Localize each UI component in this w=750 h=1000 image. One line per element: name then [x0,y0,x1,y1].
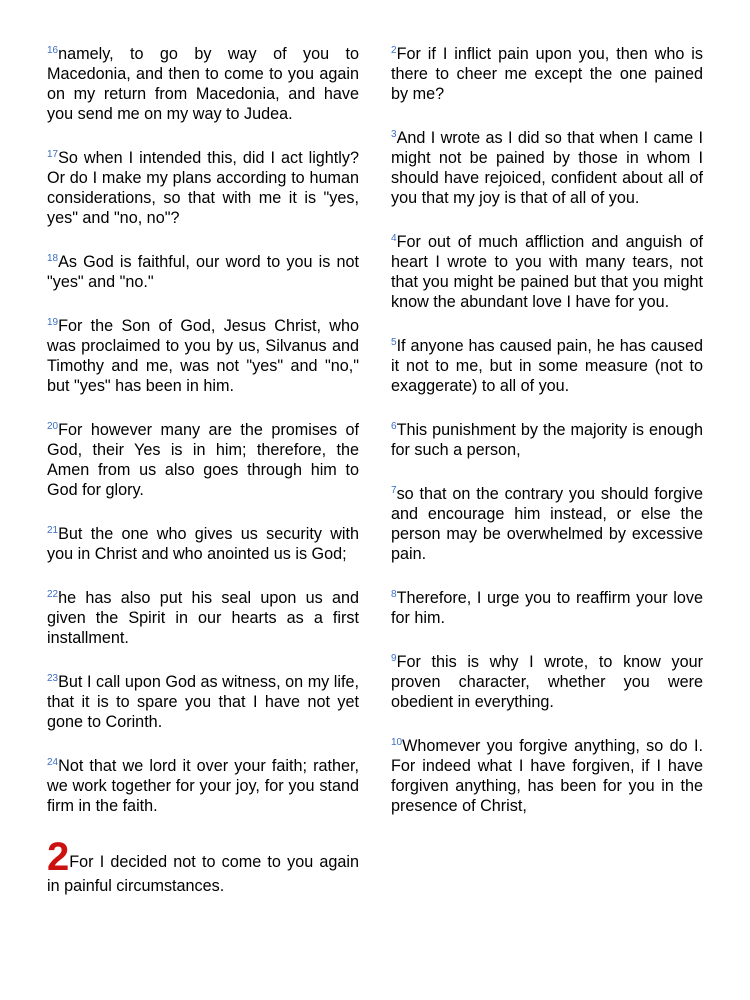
verse [47,44,359,124]
verse-number: 6 [391,421,397,432]
verse-text: For however many are the promises of God, their Yes is in him; therefore, the Amen from us also goes through him to God for glory. [47,421,359,499]
verse [47,148,359,228]
verse-text: For the Son of God, Jesus Christ, who was proclaimed to you by us, Silvanus and Timothy and me, was not "yes" and "no," but "yes" has been in him. [47,317,359,395]
verse [47,252,359,292]
verse-text: Whomever you forgive anything, so do I. For indeed what I have forgiven, if I have forgiven anything, has been for you in the presence of Christ, [391,737,703,815]
verse [47,588,359,648]
verse-number: 20 [47,421,59,432]
verse-text: For out of much affliction and anguish of heart I wrote to you with many tears, not that you might be pained but that you might know the abundant love I have for you. [391,233,703,311]
verse [47,672,359,732]
verse-text: If anyone has caused pain, he has caused it not to me, but in some measure (not to exaggerate) to all of you. [391,337,703,395]
chapter-text: For I decided not to come to you again in painful circumstances. [47,853,359,895]
verse [47,420,359,500]
right-column [391,44,703,840]
verse-text: Not that we lord it over your faith; rather, we work together for your joy, for you stand firm in the faith. [47,757,359,815]
verse-text: Therefore, I urge you to reaffirm your love for him. [391,589,703,627]
left-column [47,44,359,914]
verse-text: namely, to go by way of you to Macedonia, and then to come to you again on my return from Macedonia, and have you send me on my way to Judea. [47,45,359,123]
verse-number: 18 [47,253,59,264]
verse [391,588,703,628]
verse-text: This punishment by the majority is enough for such a person, [391,421,703,459]
verse-text: And I wrote as I did so that when I came I might not be pained by those in whom I should have rejoiced, confident about all of you that my joy is that of all of you. [391,129,703,207]
verse [47,756,359,816]
verse-number: 3 [391,129,397,140]
verse-number: 17 [47,149,59,160]
verse [391,484,703,564]
verse-text: As God is faithful, our word to you is not "yes" and "no." [47,253,359,291]
verse [391,232,703,312]
verse-text: But I call upon God as witness, on my life, that it is to spare you that I have not yet gone to Corinth. [47,673,359,731]
chapter-opening [47,835,359,898]
chapter-number: 2 [47,835,70,879]
verse-number: 8 [391,589,397,600]
verse [391,44,703,104]
verse-text: For if I inflict pain upon you, then who is there to cheer me except the one pained by me? [391,45,703,103]
verse [391,128,703,208]
verse-text: So when I intended this, did I act lightly? Or do I make my plans according to human considerations, so that with me it is "yes, yes" and "no, no"? [47,149,359,227]
verse [391,652,703,712]
verse [47,316,359,396]
verse-number: 9 [391,653,397,664]
verse [391,736,703,816]
verse-number: 10 [391,737,403,748]
verse-number: 5 [391,337,397,348]
verse-number: 2 [391,45,397,56]
verse-text: For this is why I wrote, to know your proven character, whether you were obedient in everything. [391,653,703,711]
verse-text: so that on the contrary you should forgive and encourage him instead, or else the person may be overwhelmed by excessive pain. [391,485,703,563]
verse [391,336,703,396]
verse-number: 16 [47,45,59,56]
verse-number: 23 [47,673,59,684]
verse-text: he has also put his seal upon us and given the Spirit in our hearts as a first installment. [47,589,359,647]
verse-number: 21 [47,525,59,536]
verse-number: 19 [47,317,59,328]
verse-number: 24 [47,757,59,768]
verse [391,420,703,460]
verse-text: But the one who gives us security with you in Christ and who anointed us is God; [47,525,359,563]
verse-number: 22 [47,589,59,600]
verse-number: 7 [391,485,397,496]
verse-number: 4 [391,233,397,244]
verse [47,524,359,564]
